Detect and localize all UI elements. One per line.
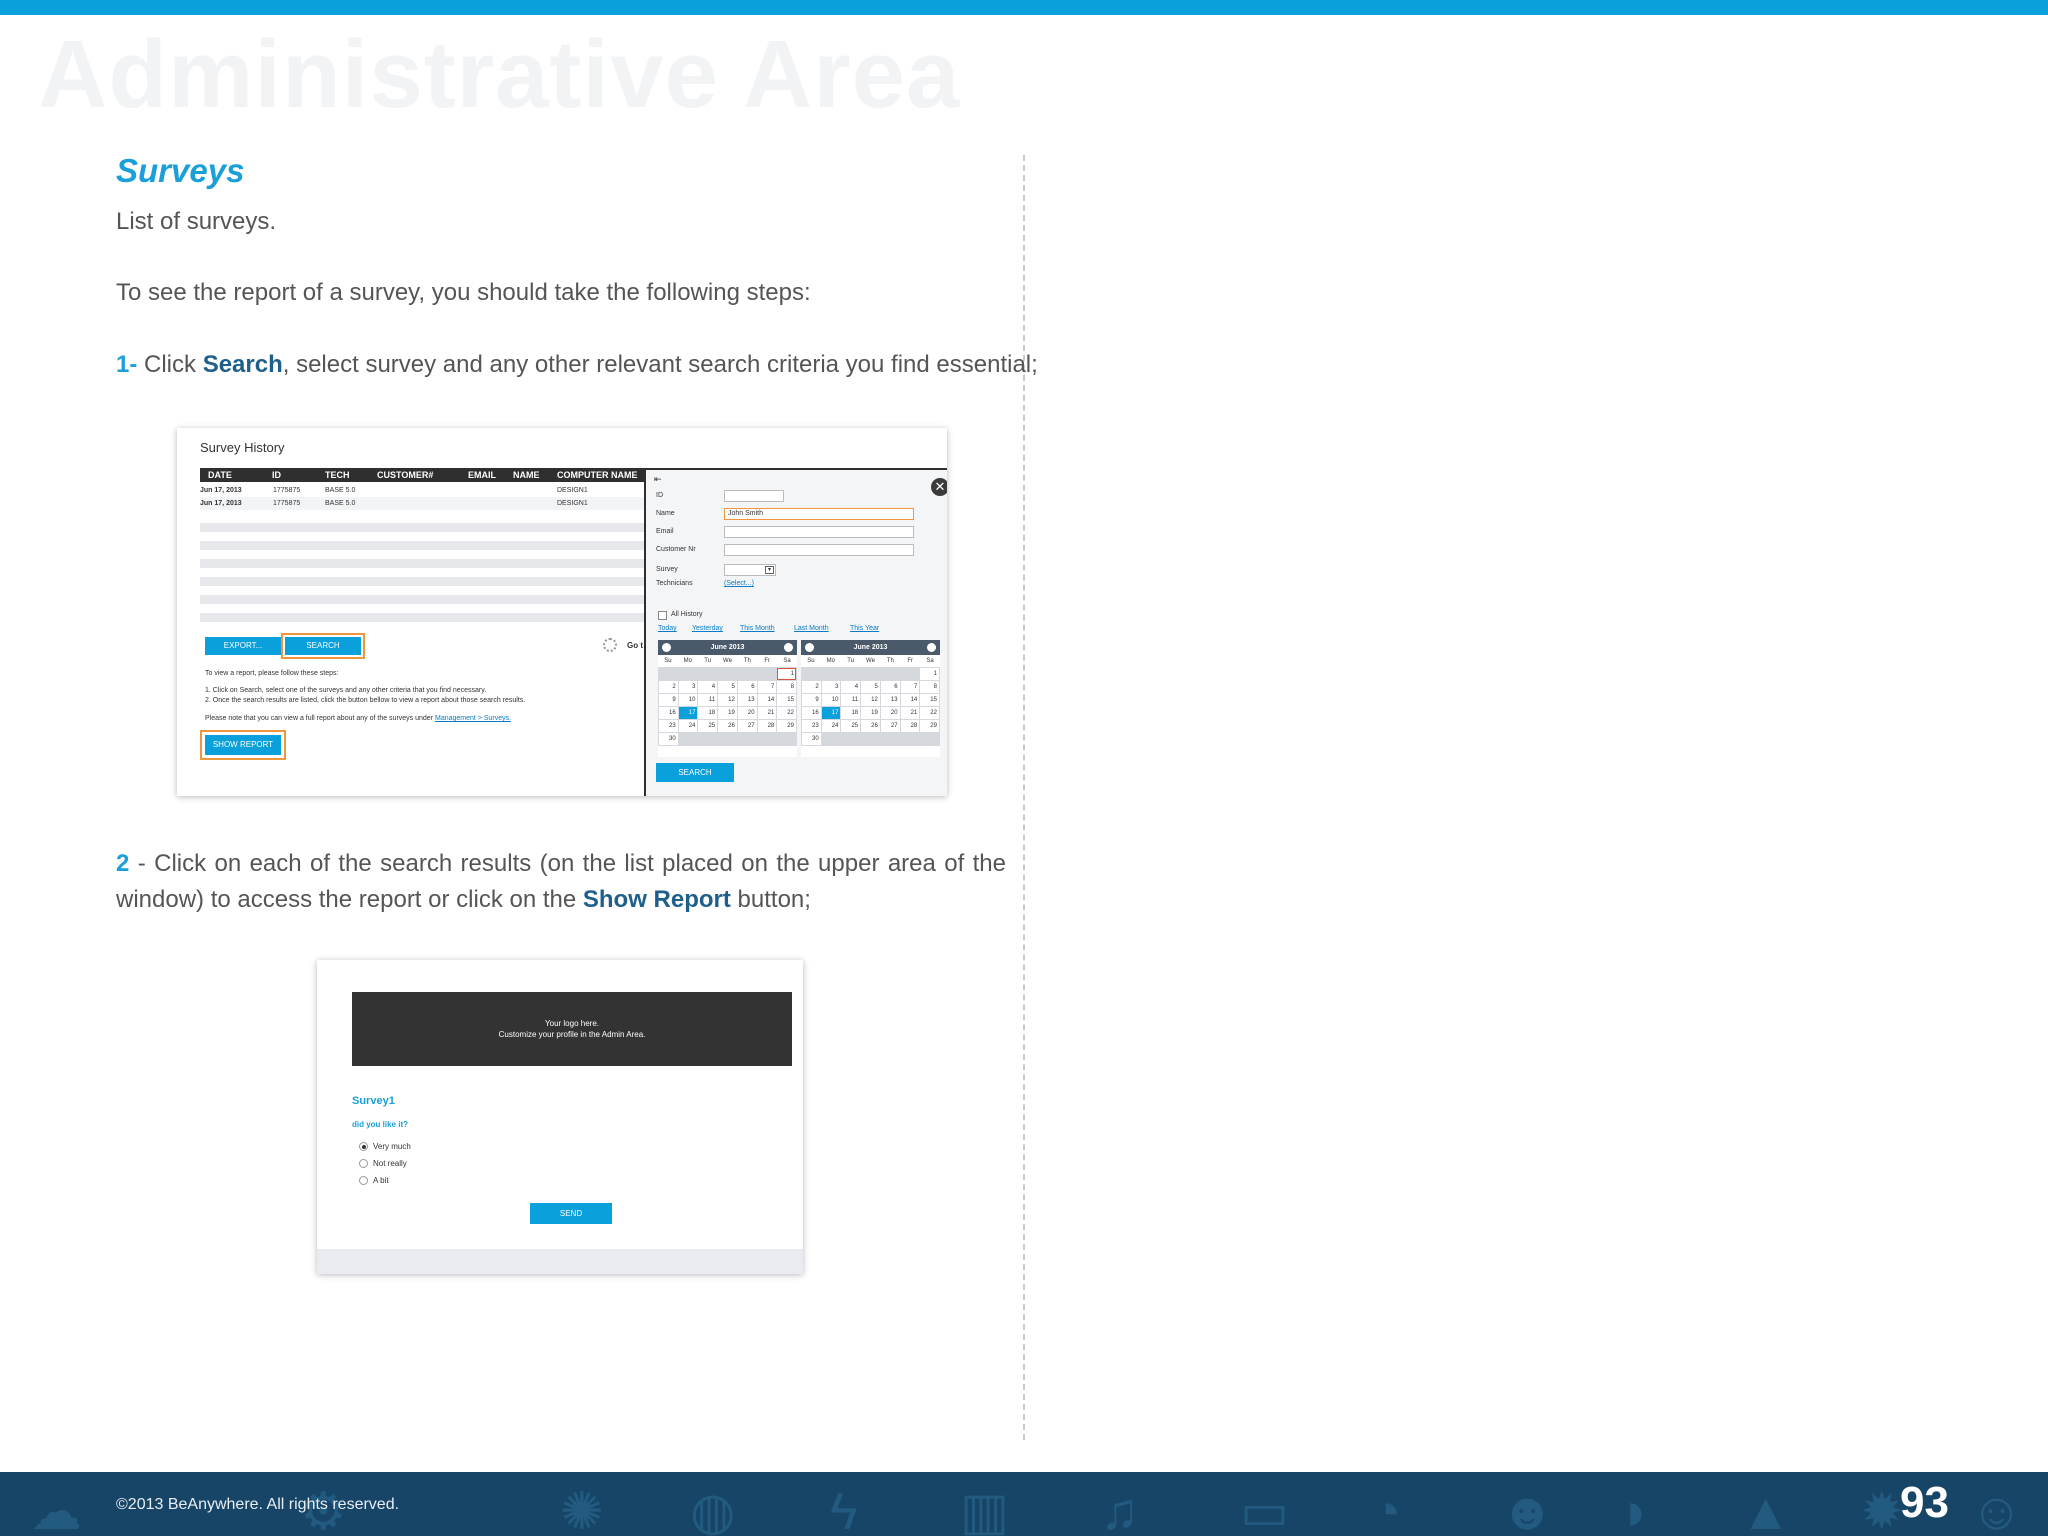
instructions-line-4 <box>205 715 511 722</box>
column-divider <box>1023 155 1025 1440</box>
all-history-checkbox[interactable] <box>658 611 667 620</box>
calendar-day[interactable]: 26 <box>861 720 880 732</box>
calendar-empty-cell <box>758 668 777 680</box>
calendar-day[interactable]: 26 <box>718 720 737 732</box>
close-icon[interactable]: ✕ <box>931 478 947 496</box>
bell-icon: ♫ <box>1100 1483 1139 1536</box>
step-1-text <box>116 351 1038 379</box>
send-button[interactable]: SEND <box>530 1203 612 1224</box>
calendar-empty-cell <box>881 733 900 745</box>
last-month-link[interactable]: Last Month <box>794 625 829 632</box>
calendar-day[interactable]: 12 <box>718 694 737 706</box>
option-very-much: Very much <box>373 1142 411 1151</box>
col-id[interactable]: ID <box>272 470 281 480</box>
step-1-number: 1- <box>116 351 138 378</box>
instructions-line-3: 2. Once the search results are listed, click the button bellow to view a report about those search results. <box>205 697 526 704</box>
management-surveys-link[interactable]: Management > Surveys. <box>434 715 512 722</box>
calendar-to-days <box>801 667 940 746</box>
calendar-day[interactable]: 16 <box>802 707 821 719</box>
calendar-day[interactable]: 16 <box>659 707 678 719</box>
cloud-icon: ☁ <box>30 1483 82 1536</box>
name-input[interactable]: John Smith <box>724 508 914 520</box>
day-of-week-label: Tu <box>847 658 855 664</box>
calendar-day[interactable]: 27 <box>738 720 757 732</box>
calendar-day[interactable]: 8 <box>920 681 939 693</box>
gear-icon: ⚙ <box>300 1483 347 1536</box>
chevron-down-icon: ▾ <box>765 566 774 574</box>
instructions-line-1: To view a report, please follow these steps: <box>205 670 339 677</box>
day-of-week-label: Sa <box>926 658 934 664</box>
calendar-day[interactable]: 2 <box>802 681 821 693</box>
survey-title: Survey1 <box>352 1095 395 1107</box>
next-month-icon[interactable] <box>784 643 793 652</box>
cell-tech: BASE 5.0 <box>325 487 356 494</box>
calendar-day[interactable]: 12 <box>861 694 880 706</box>
calendar-day[interactable]: 7 <box>901 681 920 693</box>
pin-icon[interactable]: ⇤ <box>654 474 662 484</box>
logo-line-2: Customize your profile in the Admin Area. <box>498 1030 646 1039</box>
logo-line-1: Your logo here. <box>545 1019 599 1028</box>
day-of-week-label: Th <box>743 658 751 664</box>
calendar-day[interactable]: 11 <box>841 694 860 706</box>
calendar-day[interactable]: 24 <box>679 720 698 732</box>
technicians-label: Technicians <box>656 580 693 587</box>
show-report-button[interactable]: SHOW REPORT <box>205 735 281 755</box>
calendar-day[interactable]: 24 <box>822 720 841 732</box>
calendar-empty-cell <box>738 733 757 745</box>
day-of-week-label: Sa <box>783 658 791 664</box>
step-2-pre: - Click on each of the search results (on the list placed on the upper area of the window) to access the report or click on the <box>116 850 1006 913</box>
cell-id: 1775875 <box>273 487 301 494</box>
calendar-day[interactable]: 1 <box>777 668 796 680</box>
calendar-empty-cell <box>698 733 717 745</box>
calendar-day[interactable]: 17 <box>822 707 841 719</box>
calendar-day[interactable]: 30 <box>802 733 821 745</box>
radio-not-really[interactable] <box>359 1159 368 1168</box>
days-of-week <box>801 655 940 667</box>
form-footer <box>317 1249 803 1274</box>
calendar-day[interactable]: 14 <box>901 694 920 706</box>
calendar-empty-cell <box>718 668 737 680</box>
calendar-day[interactable]: 25 <box>841 720 860 732</box>
calendar-day[interactable]: 9 <box>659 694 678 706</box>
day-of-week-label: We <box>723 658 732 664</box>
calendar-to-month: June 2013 <box>853 644 888 651</box>
calendar-day[interactable]: 9 <box>802 694 821 706</box>
search-highlight <box>281 633 365 659</box>
calendar-empty-cell <box>679 668 698 680</box>
day-of-week-label: Th <box>886 658 894 664</box>
calendar-day[interactable]: 28 <box>758 720 777 732</box>
calendar-day[interactable]: 2 <box>659 681 678 693</box>
survey-select[interactable] <box>724 564 776 576</box>
export-button[interactable]: EXPORT... <box>205 637 281 655</box>
loading-icon <box>603 638 617 652</box>
calendar-day[interactable]: 13 <box>738 694 757 706</box>
survey-form-screenshot <box>317 960 803 1274</box>
calendar-day[interactable]: 18 <box>698 707 717 719</box>
calendar-empty-cell <box>718 733 737 745</box>
customer-label: Customer Nr <box>656 546 696 553</box>
cell-computer: DESIGN1 <box>557 487 588 494</box>
step-2-keyword: Show Report <box>582 886 731 913</box>
calendar-day[interactable]: 19 <box>861 707 880 719</box>
watermark-title: Administrative Area <box>38 21 961 128</box>
yesterday-link[interactable]: Yesterday <box>692 625 723 632</box>
calendar-day[interactable]: 19 <box>718 707 737 719</box>
day-of-week-label: Mo <box>683 658 692 664</box>
chat-icon: ◗ <box>1620 1483 1652 1536</box>
calendar-empty-cell <box>861 668 880 680</box>
step-1-pre: Click <box>137 351 203 378</box>
calendar-empty-cell <box>841 668 860 680</box>
prev-month-icon[interactable] <box>662 643 671 652</box>
col-customer[interactable]: CUSTOMER# <box>377 470 434 480</box>
step-1-post: , select survey and any other relevant search criteria you find essential; <box>282 351 1038 378</box>
search-panel <box>644 468 947 796</box>
calendar-to-header <box>801 640 940 655</box>
option-not-really: Not really <box>373 1159 407 1168</box>
col-date[interactable]: DATE <box>208 470 232 480</box>
calendar-empty-cell <box>901 668 920 680</box>
step-2-number: 2 <box>116 850 130 877</box>
calendar-day[interactable]: 29 <box>920 720 939 732</box>
page-footer <box>0 1472 2048 1536</box>
calendar-from-month: June 2013 <box>710 644 745 651</box>
calendar-day[interactable]: 28 <box>901 720 920 732</box>
days-of-week <box>658 655 797 667</box>
next-month-icon[interactable] <box>927 643 936 652</box>
calendar-empty-cell <box>698 668 717 680</box>
people-icon: ☻ <box>1500 1483 1555 1536</box>
step-2-post: button; <box>730 886 811 913</box>
cell-computer: DESIGN1 <box>557 500 588 507</box>
calendar-from <box>658 640 797 757</box>
calendar-day[interactable]: 20 <box>738 707 757 719</box>
select-technicians-link[interactable]: (Select...) <box>724 580 754 587</box>
calendar-to <box>801 640 940 757</box>
calendar-day[interactable]: 5 <box>718 681 737 693</box>
calendar-day[interactable]: 22 <box>920 707 939 719</box>
calendar-day[interactable]: 4 <box>698 681 717 693</box>
cell-id: 1775875 <box>273 500 301 507</box>
calendar-day[interactable]: 23 <box>659 720 678 732</box>
calendar-empty-cell <box>920 733 939 745</box>
calendar-from-header <box>658 640 797 655</box>
calendar-day[interactable]: 30 <box>659 733 678 745</box>
calendar-day[interactable]: 29 <box>777 720 796 732</box>
calendar-day[interactable]: 27 <box>881 720 900 732</box>
calendar-day[interactable]: 7 <box>758 681 777 693</box>
top-accent-bar <box>0 0 2048 15</box>
logo-placeholder <box>352 992 792 1066</box>
calendar-empty-cell <box>777 733 796 745</box>
calendar-day[interactable]: 3 <box>679 681 698 693</box>
signal-icon: ◔ <box>1370 1483 1402 1536</box>
calendar-day[interactable]: 15 <box>920 694 939 706</box>
calendar-day[interactable]: 21 <box>758 707 777 719</box>
id-label: ID <box>656 492 663 499</box>
calendar-day[interactable]: 25 <box>698 720 717 732</box>
col-name[interactable]: NAME <box>513 470 540 480</box>
steps-intro-text: To see the report of a survey, you should take the following steps: <box>116 279 811 306</box>
calendar-day[interactable]: 5 <box>861 681 880 693</box>
prev-month-icon[interactable] <box>805 643 814 652</box>
today-link[interactable]: Today <box>658 625 677 632</box>
day-of-week-label: Mo <box>826 658 835 664</box>
calendar-day[interactable]: 6 <box>881 681 900 693</box>
cell-tech: BASE 5.0 <box>325 500 356 507</box>
calendar-day[interactable]: 23 <box>802 720 821 732</box>
monitor-icon: ▭ <box>1240 1483 1290 1536</box>
step-2-text <box>116 846 1006 918</box>
instructions-line-2: 1. Click on Search, select one of the surveys and any other criteria that you find necessary. <box>205 687 487 694</box>
survey-label: Survey <box>656 566 678 573</box>
calendar-empty-cell <box>679 733 698 745</box>
calendar-day[interactable]: 22 <box>777 707 796 719</box>
section-title: Surveys <box>116 152 245 189</box>
calendar-empty-cell <box>802 668 821 680</box>
day-of-week-label: Fr <box>907 658 914 664</box>
settings-icon: ✹ <box>1860 1483 1904 1536</box>
calendar-empty-cell <box>822 668 841 680</box>
all-history-label: All History <box>671 611 703 618</box>
survey-question: did you like it? <box>352 1120 409 1129</box>
bulb-icon: ✺ <box>560 1483 604 1536</box>
email-label: Email <box>656 528 674 535</box>
calendar-day[interactable]: 13 <box>881 694 900 706</box>
name-label: Name <box>656 510 675 517</box>
chart-icon: ▥ <box>960 1483 1010 1536</box>
col-email[interactable]: EMAIL <box>468 470 496 480</box>
survey-history-title: Survey History <box>200 440 285 455</box>
calendar-day[interactable]: 10 <box>679 694 698 706</box>
calendar-empty-cell <box>659 668 678 680</box>
step-1-keyword: Search <box>202 351 283 378</box>
copyright-text: ©2013 BeAnywhere. All rights reserved. <box>116 1496 400 1513</box>
panel-search-button[interactable]: SEARCH <box>656 763 734 782</box>
instructions-line-4-text: Please note that you can view a full report about any of the surveys under <box>205 715 435 722</box>
day-of-week-label: Tu <box>704 658 712 664</box>
warning-icon: ▲ <box>1740 1483 1792 1536</box>
intro-text: List of surveys. <box>116 208 277 235</box>
calendar-empty-cell <box>881 668 900 680</box>
calendar-empty-cell <box>822 733 841 745</box>
cell-date: Jun 17, 2013 <box>200 500 242 507</box>
calendar-day[interactable]: 8 <box>777 681 796 693</box>
bolt-icon: ϟ <box>830 1483 858 1536</box>
day-of-week-label: Su <box>807 658 815 664</box>
calendar-empty-cell <box>738 668 757 680</box>
calendar-day[interactable]: 1 <box>920 668 939 680</box>
calendar-empty-cell <box>901 733 920 745</box>
this-year-link[interactable]: This Year <box>850 625 880 632</box>
face-icon: ☺ <box>1970 1483 2024 1536</box>
calendar-day[interactable]: 6 <box>738 681 757 693</box>
col-tech[interactable]: TECH <box>325 470 350 480</box>
email-input[interactable] <box>724 526 914 538</box>
day-of-week-label: We <box>866 658 875 664</box>
search-button[interactable]: SEARCH <box>285 637 361 655</box>
calendar-empty-cell <box>861 733 880 745</box>
calendar-from-days <box>658 667 797 746</box>
calendar-day[interactable]: 17 <box>679 707 698 719</box>
calendar-day[interactable]: 15 <box>777 694 796 706</box>
radio-very-much[interactable] <box>359 1142 368 1151</box>
go-label: Go t <box>627 641 643 650</box>
calendar-day[interactable]: 3 <box>822 681 841 693</box>
calendar-empty-cell <box>841 733 860 745</box>
day-of-week-label: Su <box>664 658 672 664</box>
id-input[interactable] <box>724 490 784 502</box>
page-number: 93 <box>1900 1478 1949 1527</box>
calendar-day[interactable]: 4 <box>841 681 860 693</box>
radio-a-bit[interactable] <box>359 1176 368 1185</box>
show-report-highlight <box>200 730 286 760</box>
calendar-day[interactable]: 21 <box>901 707 920 719</box>
this-month-link[interactable]: This Month <box>740 625 775 632</box>
calendar-day[interactable]: 10 <box>822 694 841 706</box>
col-computer-name[interactable]: COMPUTER NAME <box>557 470 638 480</box>
calendar-empty-cell <box>758 733 777 745</box>
calendar-day[interactable]: 18 <box>841 707 860 719</box>
calendar-day[interactable]: 14 <box>758 694 777 706</box>
day-of-week-label: Fr <box>764 658 771 664</box>
option-a-bit: A bit <box>373 1176 389 1185</box>
calendar-day[interactable]: 11 <box>698 694 717 706</box>
globe-icon: ◍ <box>690 1483 736 1536</box>
calendar-day[interactable]: 20 <box>881 707 900 719</box>
cell-date: Jun 17, 2013 <box>200 487 242 494</box>
survey-history-screenshot <box>177 428 947 796</box>
customer-input[interactable] <box>724 544 914 556</box>
